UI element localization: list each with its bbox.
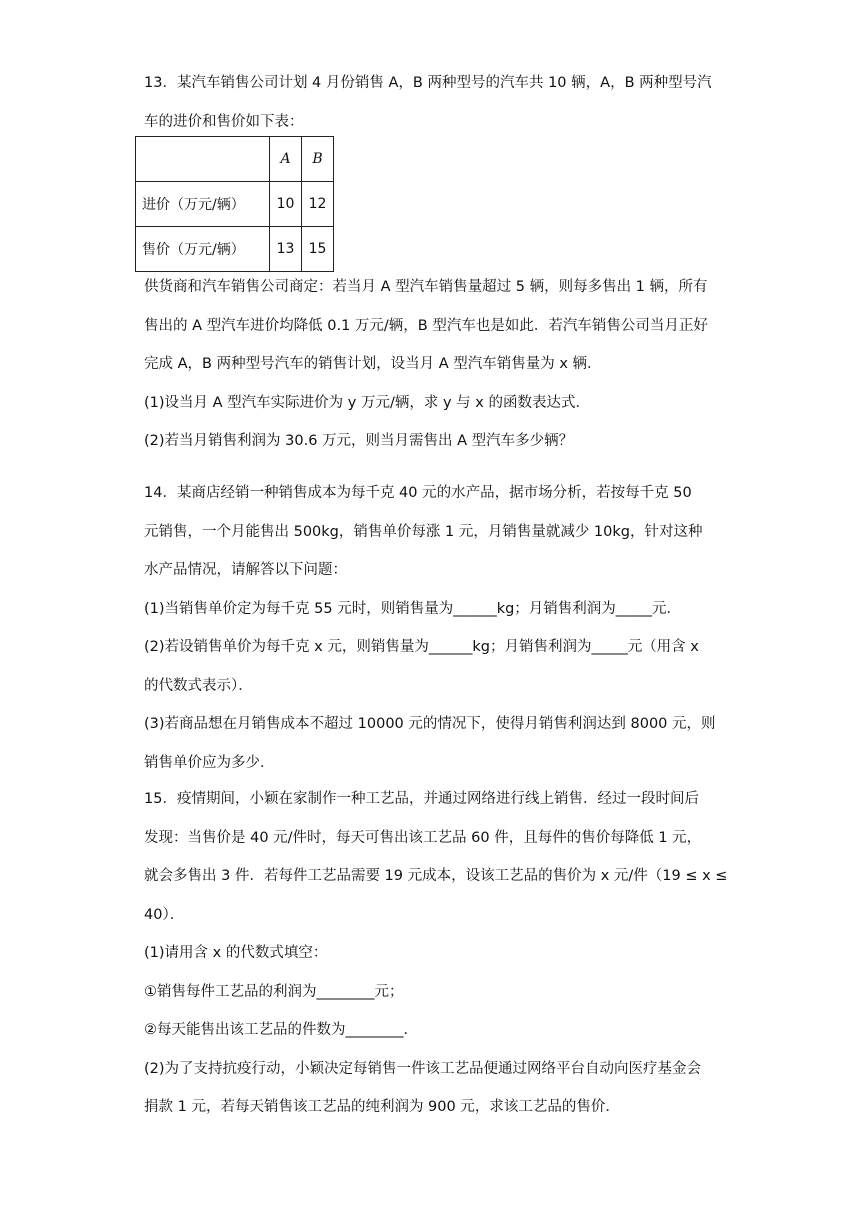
- cell-cost-b: 12: [302, 182, 334, 227]
- q13-body-line-1: 供货商和汽车销售公司商定：若当月 A 型汽车销售量超过 5 辆，则每多售出 1 辆，所有: [144, 279, 708, 295]
- price-table: [135, 136, 334, 272]
- q14-block: [144, 474, 724, 782]
- q15-part-2-line-1: (2)为了支持抗疫行动，小颖决定每销售一件该工艺品便通过网络平台自动向医疗基金会: [144, 1060, 702, 1077]
- table-header-a: A: [270, 137, 302, 182]
- q15-sub-2: ②每天能售出该工艺品的件数为________．: [144, 1022, 418, 1038]
- cell-price-b: 15: [302, 227, 334, 272]
- q14-intro-line-3: 水产品情况，请解答以下问题：: [144, 562, 347, 578]
- q13-body: [144, 268, 724, 461]
- q15-intro-line-1: 15．疫情期间，小颖在家制作一种工艺品，并通过网络进行线上销售．经过一段时间后: [144, 791, 699, 807]
- q14-part-2-line-2: 的代数式表示）．: [144, 677, 253, 694]
- q13-intro-line-1: 13．某汽车销售公司计划 4 月份销售 A，B 两种型号的汽车共 10 辆，A，B 两种型号汽: [144, 75, 712, 91]
- q15-sub-1: ①销售每件工艺品的利润为________元；: [144, 983, 404, 1000]
- q14-intro-line-2: 元销售，一个月能售出 500kg，销售单价每涨 1 元，月销售量就减少 10kg，针对这种: [144, 523, 703, 540]
- q13-body-line-3: 完成 A，B 两种型号汽车的销售计划，设当月 A 型汽车销售量为 x 辆．: [144, 356, 602, 372]
- row-label-price: 售价（万元/辆）: [136, 227, 270, 272]
- table-row: [136, 227, 334, 272]
- q13-intro-line-2: 车的进价和售价如下表：: [144, 113, 304, 130]
- q14-part-3-line-1: (3)若商品想在月销售成本不超过 10000 元的情况下，使得月销售利润达到 8000 元，则: [144, 716, 716, 732]
- q14-intro-line-1: 14．某商店经销一种销售成本为每千克 40 元的水产品，据市场分析，若按每千克 50: [144, 485, 692, 501]
- q15-part-2-line-2: 捐款 1 元，若每天销售该工艺品的纯利润为 900 元，求该工艺品的售价．: [144, 1099, 620, 1115]
- q15-intro-line-3: 就会多售出 3 件．若每件工艺品需要 19 元成本，设该工艺品的售价为 x 元/件（19 ≤ x ≤: [144, 868, 728, 884]
- cell-price-a: 13: [270, 227, 302, 272]
- row-label-cost: 进价（万元/辆）: [136, 182, 270, 227]
- q15-part-1: (1)请用含 x 的代数式填空：: [144, 945, 328, 961]
- q13-part-1: (1)设当月 A 型汽车实际进价为 y 万元/辆，求 y 与 x 的函数表达式．: [144, 394, 590, 411]
- cell-cost-a: 10: [270, 182, 302, 227]
- q13-body-line-2: 售出的 A 型汽车进价均降低 0.1 万元/辆，B 型汽车也是如此．若汽车销售公司当月正好: [144, 317, 708, 334]
- q15-intro-line-4: 40）．: [144, 906, 185, 923]
- q14-part-1: (1)当销售单价定为每千克 55 元时，则销售量为______kg；月销售利润为_____元．: [144, 600, 682, 617]
- table-row: [136, 182, 334, 227]
- table-header-b: B: [302, 137, 334, 182]
- q13-intro: [144, 64, 724, 141]
- q15-block: [144, 780, 728, 1127]
- q15-intro-line-2: 发现：当售价是 40 元/件时，每天可售出该工艺品 60 件，且每件的售价每降低 1 元，: [144, 829, 702, 846]
- q13-part-2: (2)若当月销售利润为 30.6 万元，则当月需售出 A 型汽车多少辆？: [144, 433, 574, 449]
- q14-part-3-line-2: 销售单价应为多少．: [144, 754, 275, 771]
- table-header-row: [136, 137, 334, 182]
- table-header-blank: [136, 137, 270, 182]
- q14-part-2-line-1: (2)若设销售单价为每千克 x 元，则销售量为______kg；月销售利润为_____元（用含 x: [144, 639, 699, 655]
